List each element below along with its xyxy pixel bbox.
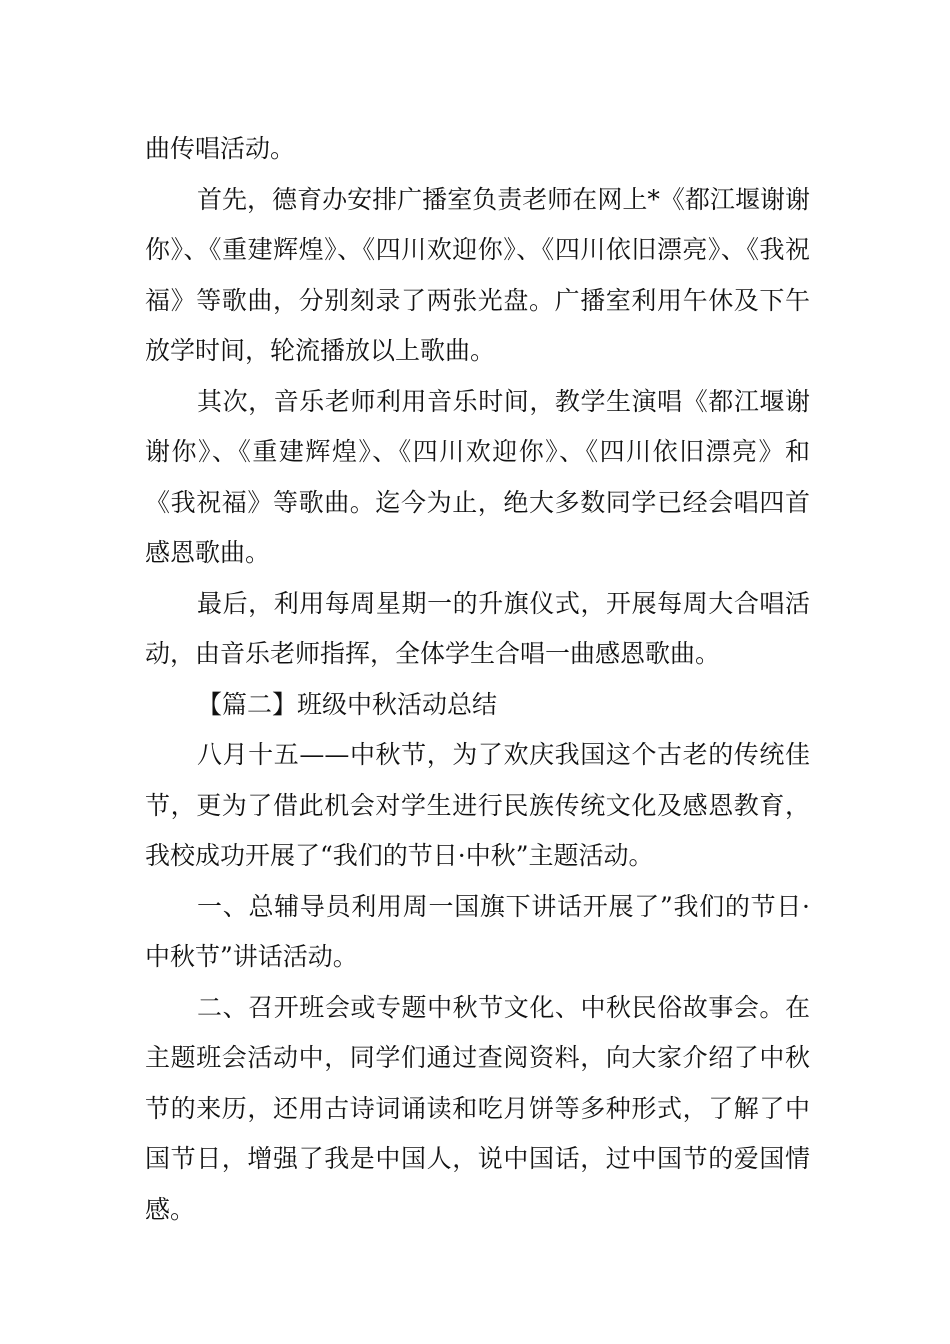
document-body (145, 124, 810, 1235)
paragraph-flag-speech: 一、总辅导员利用周一国旗下讲话开展了”我们的节日·中秋节”讲话活动。 (145, 891, 810, 971)
paragraph-broadcast: 首先，德育办安排广播室负责老师在网上*《都江堰谢谢你》、《重建辉煌》、《四川欢迎你》、《四川依旧漂亮》、《我祝福》等歌曲，分别刻录了两张光盘。广播室利用午休及下午放学时间，轮流播放以上歌曲。 (145, 184, 810, 365)
paragraph-class-meeting: 二、召开班会或专题中秋节文化、中秋民俗故事会。在主题班会活动中，同学们通过查阅资料，向大家介绍了中秋节的来历，还用古诗词诵读和吃月饼等多种形式，了解了中国节日，增强了我是中国人，说中国话，过中国节的爱国情感。 (145, 992, 810, 1224)
section-heading: 【篇二】班级中秋活动总结 (197, 689, 498, 719)
paragraph-flag-ceremony: 最后，利用每周星期一的升旗仪式，开展每周大合唱活动，由音乐老师指挥，全体学生合唱一曲感恩歌曲。 (145, 588, 810, 668)
paragraph-continuation: 曲传唱活动。 (145, 134, 296, 163)
paragraph-mid-autumn-intro: 八月十五——中秋节，为了欢庆我国这个古老的传统佳节，更为了借此机会对学生进行民族传统文化及感恩教育，我校成功开展了“我们的节日·中秋”主题活动。 (145, 740, 810, 870)
paragraph-music-class: 其次，音乐老师利用音乐时间，教学生演唱《都江堰谢谢你》、《重建辉煌》、《四川欢迎你》、《四川依旧漂亮》和《我祝福》等歌曲。迄今为止，绝大多数同学已经会唱四首感恩歌曲。 (145, 386, 810, 567)
